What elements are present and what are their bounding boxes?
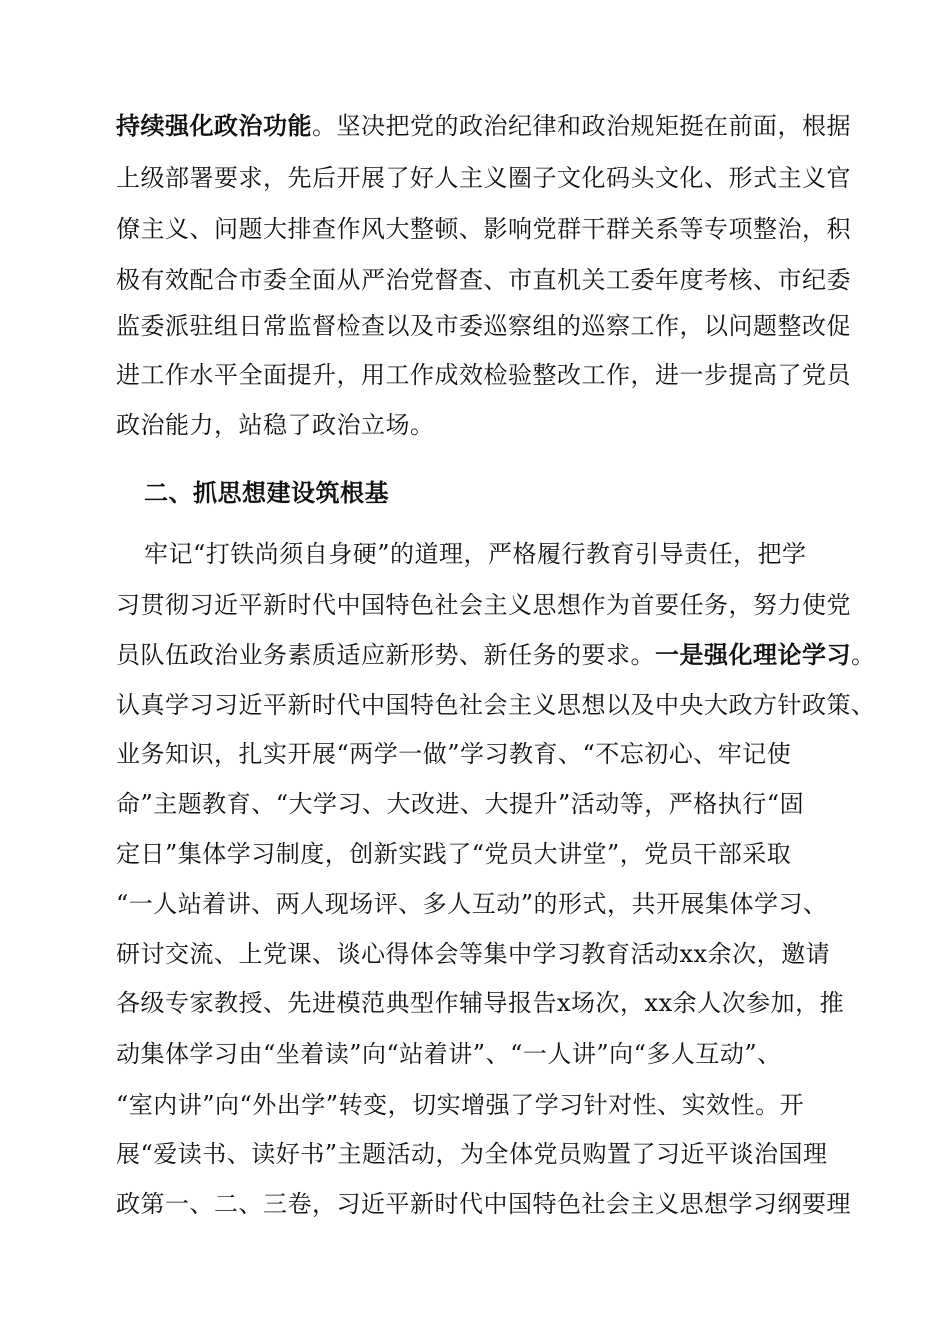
paragraph-line: 命”主题教育、“大学习、大改进、大提升”活动等，严格执行“固: [116, 790, 805, 818]
paragraph-line: 监委派驻组日常监督检查以及市委巡察组的巡察工作，以问题整改促: [116, 312, 851, 340]
paragraph-line: 极有效配合市委全面从严治党督查、市直机关工委年度考核、市纪委: [116, 266, 851, 294]
paragraph-line: 政治能力，站稳了政治立场。: [116, 411, 435, 439]
paragraph-line: 牢记“打铁尚须自身硬”的道理，严格履行教育引导责任，把学: [144, 540, 807, 568]
paragraph-line: 业务知识，扎实开展“两学一做”学习教育、“不忘初心、牢记使: [116, 740, 792, 768]
paragraph-line: 动集体学习由“坐着读”向“站着讲”、“一人讲”向“多人互动”、: [116, 1040, 782, 1068]
paragraph-line: 上级部署要求，先后开展了好人主义圈子文化码头文化、形式主义官: [116, 164, 851, 192]
paragraph-line: 研讨交流、上党课、谈心得体会等集中学习教育活动xx余次，邀请: [116, 940, 831, 968]
paragraph-line: [116, 106, 851, 146]
paragraph-line: 进工作水平全面提升，用工作成效检验整改工作，进一步提高了党员: [116, 361, 851, 389]
bold-lead: 一是强化理论学习: [655, 640, 851, 669]
text-run: 。: [851, 641, 876, 669]
text-run: 。坚决把党的政治纪律和政治规矩挺在前面，根据: [312, 112, 851, 140]
paragraph-line: 各级专家教授、先进模范典型作辅导报告x场次，xx余人次参加，推: [116, 989, 845, 1017]
paragraph-line: 习贯彻习近平新时代中国特色社会主义思想作为首要任务，努力使党: [116, 591, 851, 619]
text-run: 员队伍政治业务素质适应新形势、新任务的要求。: [116, 641, 655, 669]
paragraph-line: 定日”集体学习制度，创新实践了“党员大讲堂”，党员干部采取: [116, 840, 792, 868]
bold-lead: 持续强化政治功能: [116, 111, 312, 140]
paragraph-line: 认真学习习近平新时代中国特色社会主义思想以及中央大政方针政策、: [116, 691, 876, 719]
section-heading: 二、抓思想建设筑根基: [144, 479, 389, 507]
paragraph-line: [116, 635, 876, 675]
paragraph-line: 政第一、二、三卷，习近平新时代中国特色社会主义思想学习纲要理: [116, 1190, 851, 1218]
paragraph-line: “室内讲”向“外出学”转变，切实增强了学习针对性、实效性。开: [116, 1091, 805, 1119]
paragraph-line: “一人站着讲、两人现场评、多人互动”的形式，共开展集体学习、: [116, 890, 828, 918]
paragraph-line: 僚主义、问题大排查作风大整顿、影响党群干群关系等专项整治，积: [116, 215, 851, 243]
paragraph-line: 展“爱读书、读好书”主题活动，为全体党员购置了习近平谈治国理: [116, 1140, 828, 1168]
